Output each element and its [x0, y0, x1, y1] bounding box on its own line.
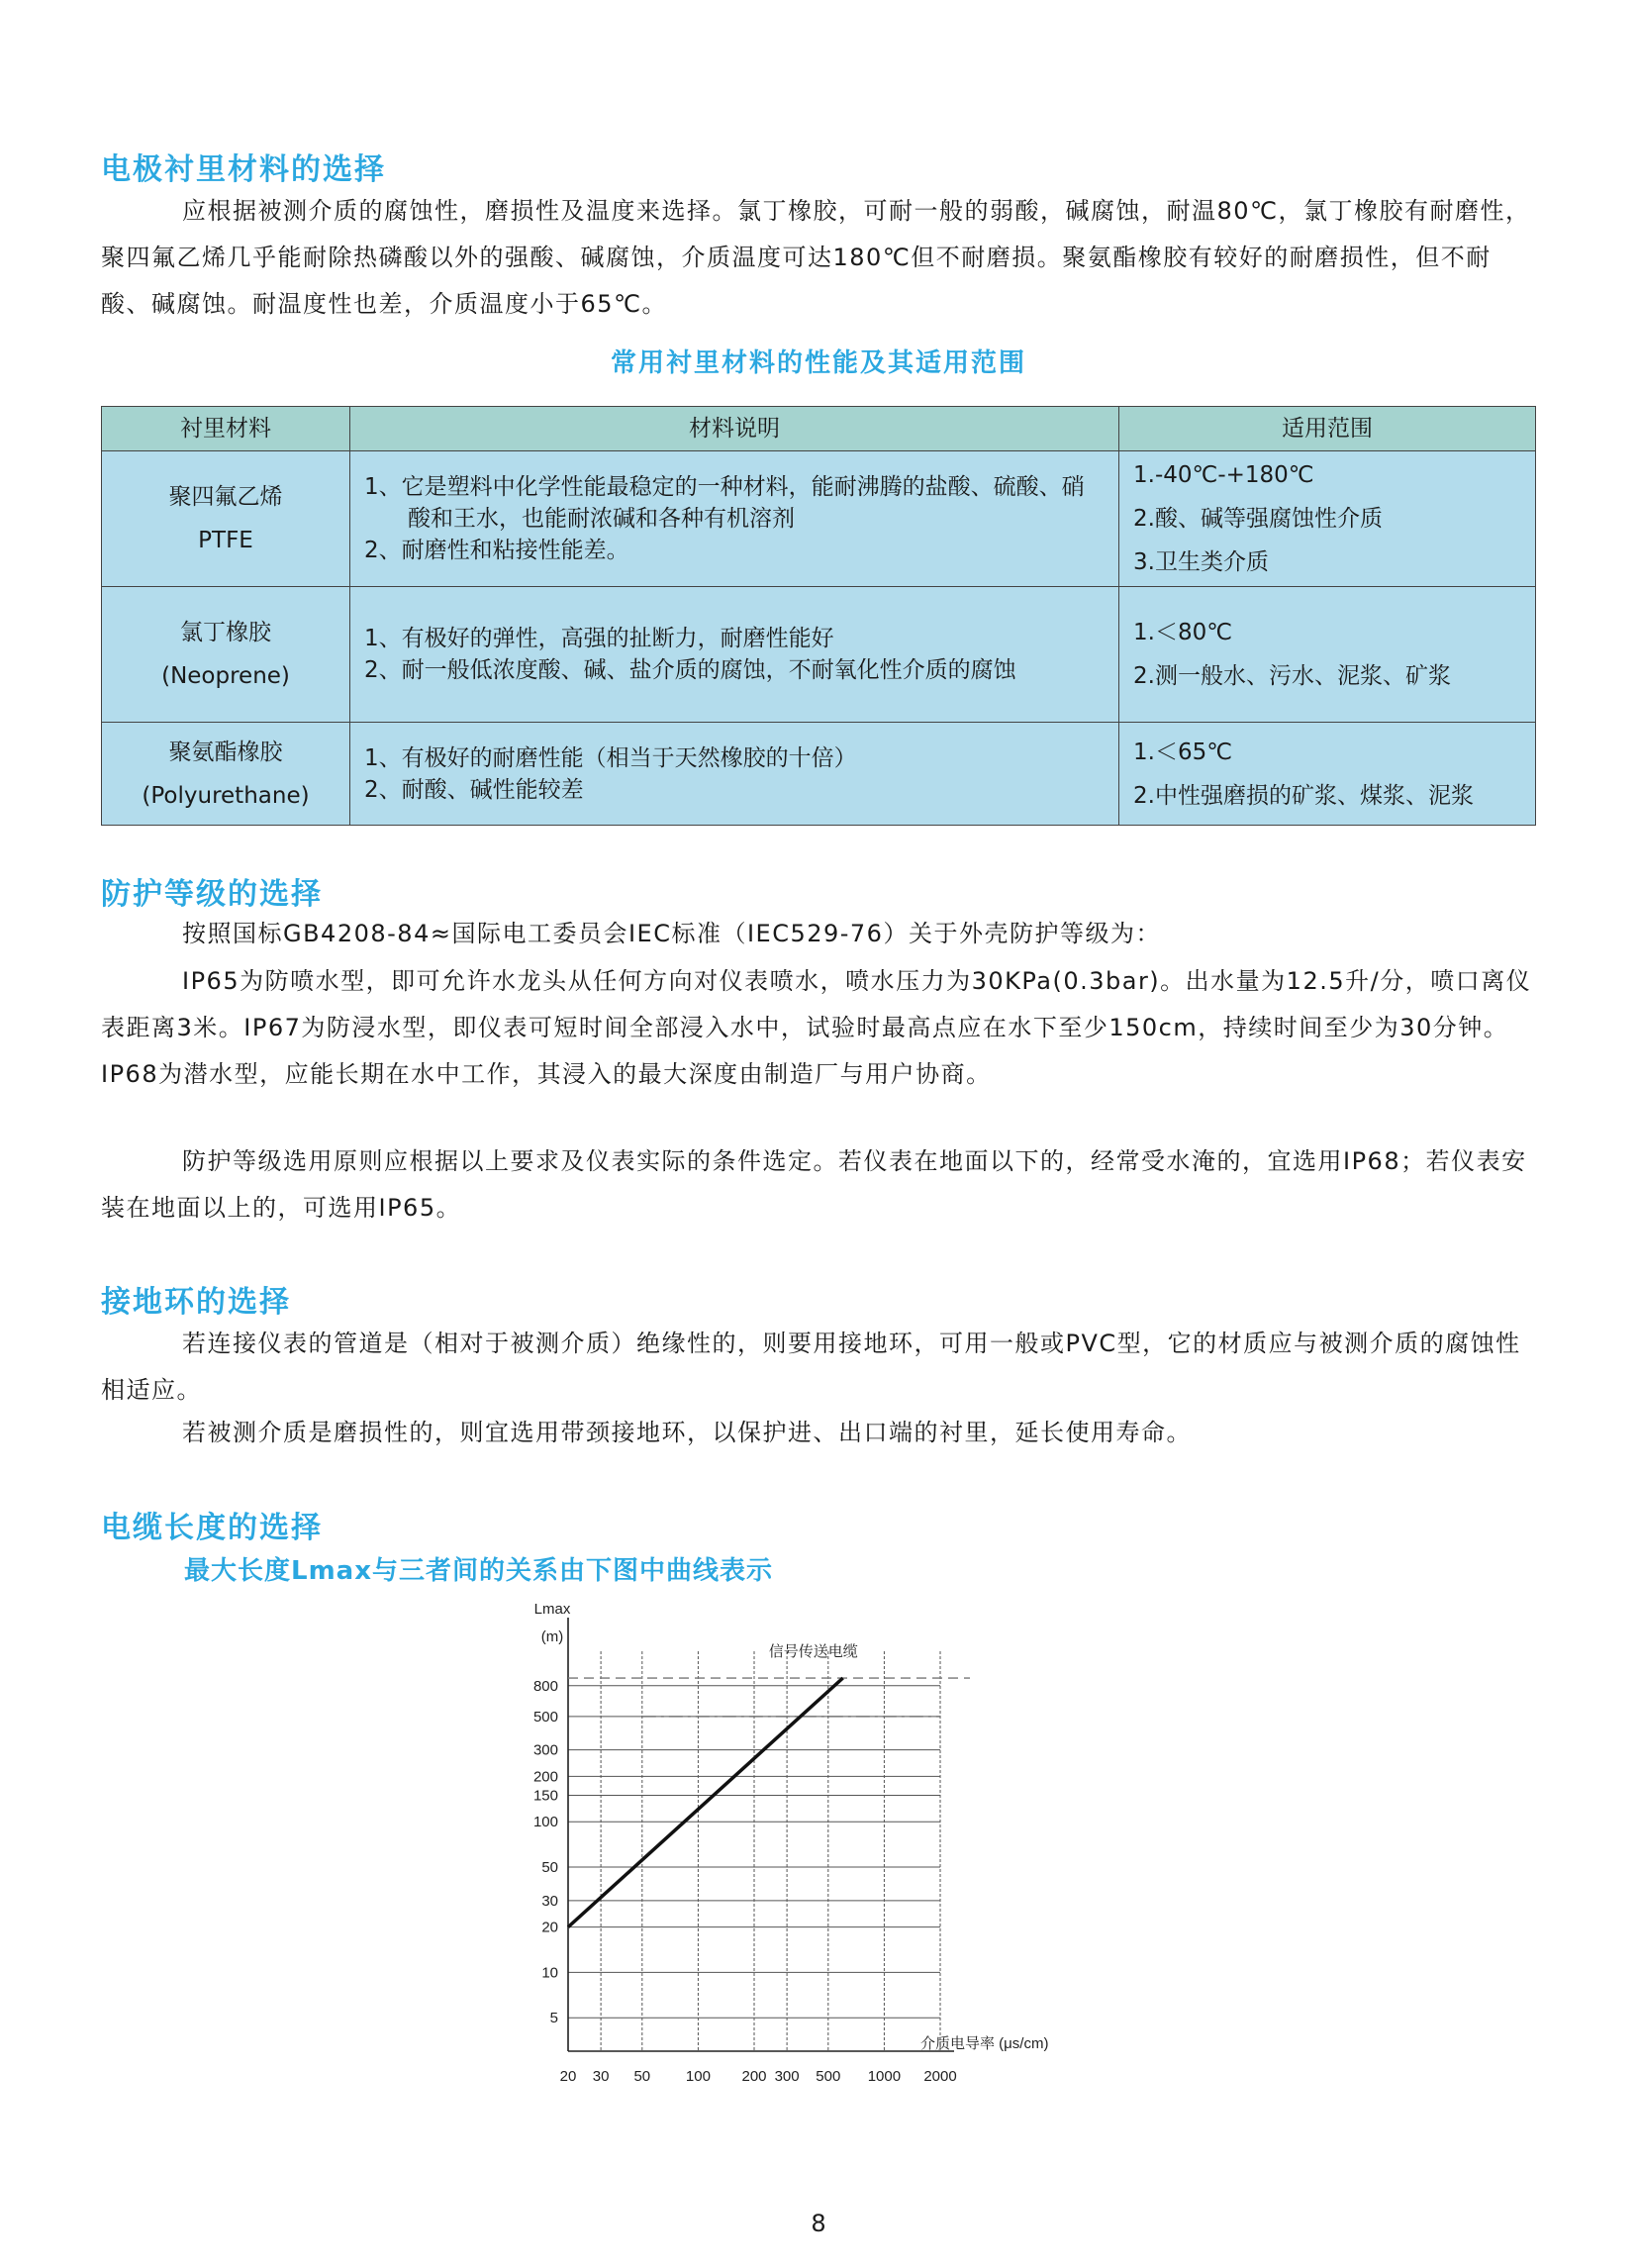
section-title-cable: 电缆长度的选择 [101, 1511, 323, 1545]
section-title-grounding: 接地环的选择 [101, 1285, 291, 1320]
series-line [568, 1678, 843, 1927]
range-line: 1.＜80℃ [1133, 620, 1233, 645]
grounding-paragraph-2: 若被测介质是磨损性的，则宜选用带颈接地环，以保护进、出口端的衬里，延长使用寿命。 [182, 1419, 1192, 1446]
material-alias: (Neoprene) [161, 663, 290, 689]
material-cell [102, 451, 350, 587]
table-header-row [102, 407, 1536, 451]
material-alias: (Polyurethane) [142, 782, 310, 809]
table-row [102, 587, 1536, 723]
x-tick-label: 100 [685, 2068, 711, 2085]
range-line: 1.＜65℃ [1133, 739, 1233, 765]
y-tick-label: 10 [541, 1964, 558, 1982]
y-tick-label: 30 [541, 1892, 558, 1910]
table-row [102, 451, 1536, 587]
x-tick-label: 50 [633, 2068, 651, 2085]
table-caption: 常用衬里材料的性能及其适用范围 [610, 348, 1026, 378]
description-line: 2、耐一般低浓度酸、碱、盐介质的腐蚀，不耐氧化性介质的腐蚀 [364, 657, 1016, 683]
x-tick-label: 500 [816, 2068, 841, 2085]
chart-subtitle: 最大长度Lmax与三者间的关系由下图中曲线表示 [184, 1556, 773, 1586]
range-cell [1119, 723, 1536, 826]
section-title-lining: 电极衬里材料的选择 [101, 152, 386, 187]
page-number: 8 [811, 2210, 826, 2237]
description-cell [350, 723, 1119, 826]
x-tick-label: 1000 [867, 2068, 902, 2085]
y-tick-label: 200 [532, 1768, 558, 1786]
table-header: 材料说明 [350, 407, 1119, 451]
table-header: 适用范围 [1119, 407, 1536, 451]
cable-length-chart [495, 1602, 1049, 2117]
range-line: 1.-40℃-+180℃ [1133, 462, 1314, 488]
table-row [102, 723, 1536, 826]
lining-paragraph: 应根据被测介质的腐蚀性，磨损性及温度来选择。氯丁橡胶，可耐一般的弱酸，碱腐蚀，耐温80℃，氯丁橡胶有耐磨性，聚四氟乙烯几乎能耐除热磷酸以外的强酸、碱腐蚀，介质温度可达180℃但不耐磨损。聚氨酯橡胶有较好的耐磨损性，但不耐酸、碱腐蚀。耐温度性也差，介质温度小于65℃。 [101, 197, 1531, 318]
description-line: 2、耐磨性和粘接性能差。 [364, 538, 629, 563]
material-cell [102, 587, 350, 723]
description-cell [350, 451, 1119, 587]
protection-paragraph-3: 防护等级选用原则应根据以上要求及仪表实际的条件选定。若仪表在地面以下的，经常受水淹的，宜选用IP68；若仪表安装在地面以上的，可选用IP65。 [101, 1147, 1527, 1222]
material-name: 氯丁橡胶 [180, 620, 271, 645]
y-tick-label: 500 [532, 1708, 558, 1726]
x-tick-label: 30 [592, 2068, 610, 2085]
range-line: 2.测一般水、污水、泥浆、矿浆 [1133, 663, 1451, 689]
y-tick-label: 800 [532, 1677, 558, 1695]
range-cell [1119, 587, 1536, 723]
lining-table [101, 406, 1536, 826]
y-axis-label: Lmax [533, 1602, 571, 1618]
table-header: 衬里材料 [102, 407, 350, 451]
x-tick-label: 200 [741, 2068, 767, 2085]
x-tick-label: 20 [559, 2068, 577, 2085]
y-axis-unit: (m) [540, 1628, 564, 1645]
description-line: 1、有极好的弹性，高强的扯断力，耐磨性能好 [364, 626, 834, 651]
range-line: 2.中性强磨损的矿浆、煤浆、泥浆 [1133, 782, 1474, 809]
y-tick-label: 300 [532, 1741, 558, 1759]
material-alias: PTFE [198, 528, 253, 553]
series-label: 信号传送电缆 [768, 1643, 858, 1661]
grounding-paragraph-1: 若连接仪表的管道是（相对于被测介质）绝缘性的，则要用接地环，可用一般或PVC型，它的材质应与被测介质的腐蚀性相适应。 [101, 1330, 1521, 1404]
description-line: 1、它是塑料中化学性能最稳定的一种材料，能耐沸腾的盐酸、硫酸、硝酸和王水，也能耐浓碱和各种有机溶剂 [364, 474, 1085, 532]
description-cell [350, 587, 1119, 723]
x-tick-label: 300 [774, 2068, 800, 2085]
material-name: 聚四氟乙烯 [168, 484, 283, 510]
range-line: 3.卫生类介质 [1133, 549, 1269, 575]
y-tick-label: 150 [532, 1787, 558, 1805]
description-line: 1、有极好的耐磨性能（相当于天然橡胶的十倍） [364, 744, 857, 771]
range-cell [1119, 451, 1536, 587]
range-line: 2.酸、碱等强腐蚀性介质 [1133, 506, 1383, 532]
section-title-protection: 防护等级的选择 [101, 877, 323, 912]
protection-paragraph-1: 按照国标GB4208-84≈国际电工委员会IEC标准（IEC529-76）关于外壳防护等级为： [182, 920, 1161, 947]
x-axis-label: 介质电导率 (μs/cm) [920, 2035, 1049, 2052]
y-tick-label: 20 [541, 1919, 558, 1936]
description-line: 2、耐酸、碱性能较差 [364, 776, 584, 803]
y-tick-label: 100 [532, 1814, 558, 1831]
y-tick-label: 50 [541, 1859, 558, 1877]
x-tick-label: 2000 [923, 2068, 957, 2085]
material-name: 聚氨酯橡胶 [168, 739, 283, 765]
material-cell [102, 723, 350, 826]
protection-paragraph-2: IP65为防喷水型，即可允许水龙头从任何方向对仪表喷水，喷水压力为30KPa(0.3bar)。出水量为12.5升/分，喷口离仪表距离3米。IP67为防浸水型，即仪表可短时间全部浸入水中，试验时最高点应在水下至少150cm，持续时间至少为30分钟。IP68为潜水型，应能长期在水中工作，其浸入的最大深度由制造厂与用户协商。 [101, 967, 1532, 1088]
y-tick-label: 5 [549, 2010, 558, 2027]
